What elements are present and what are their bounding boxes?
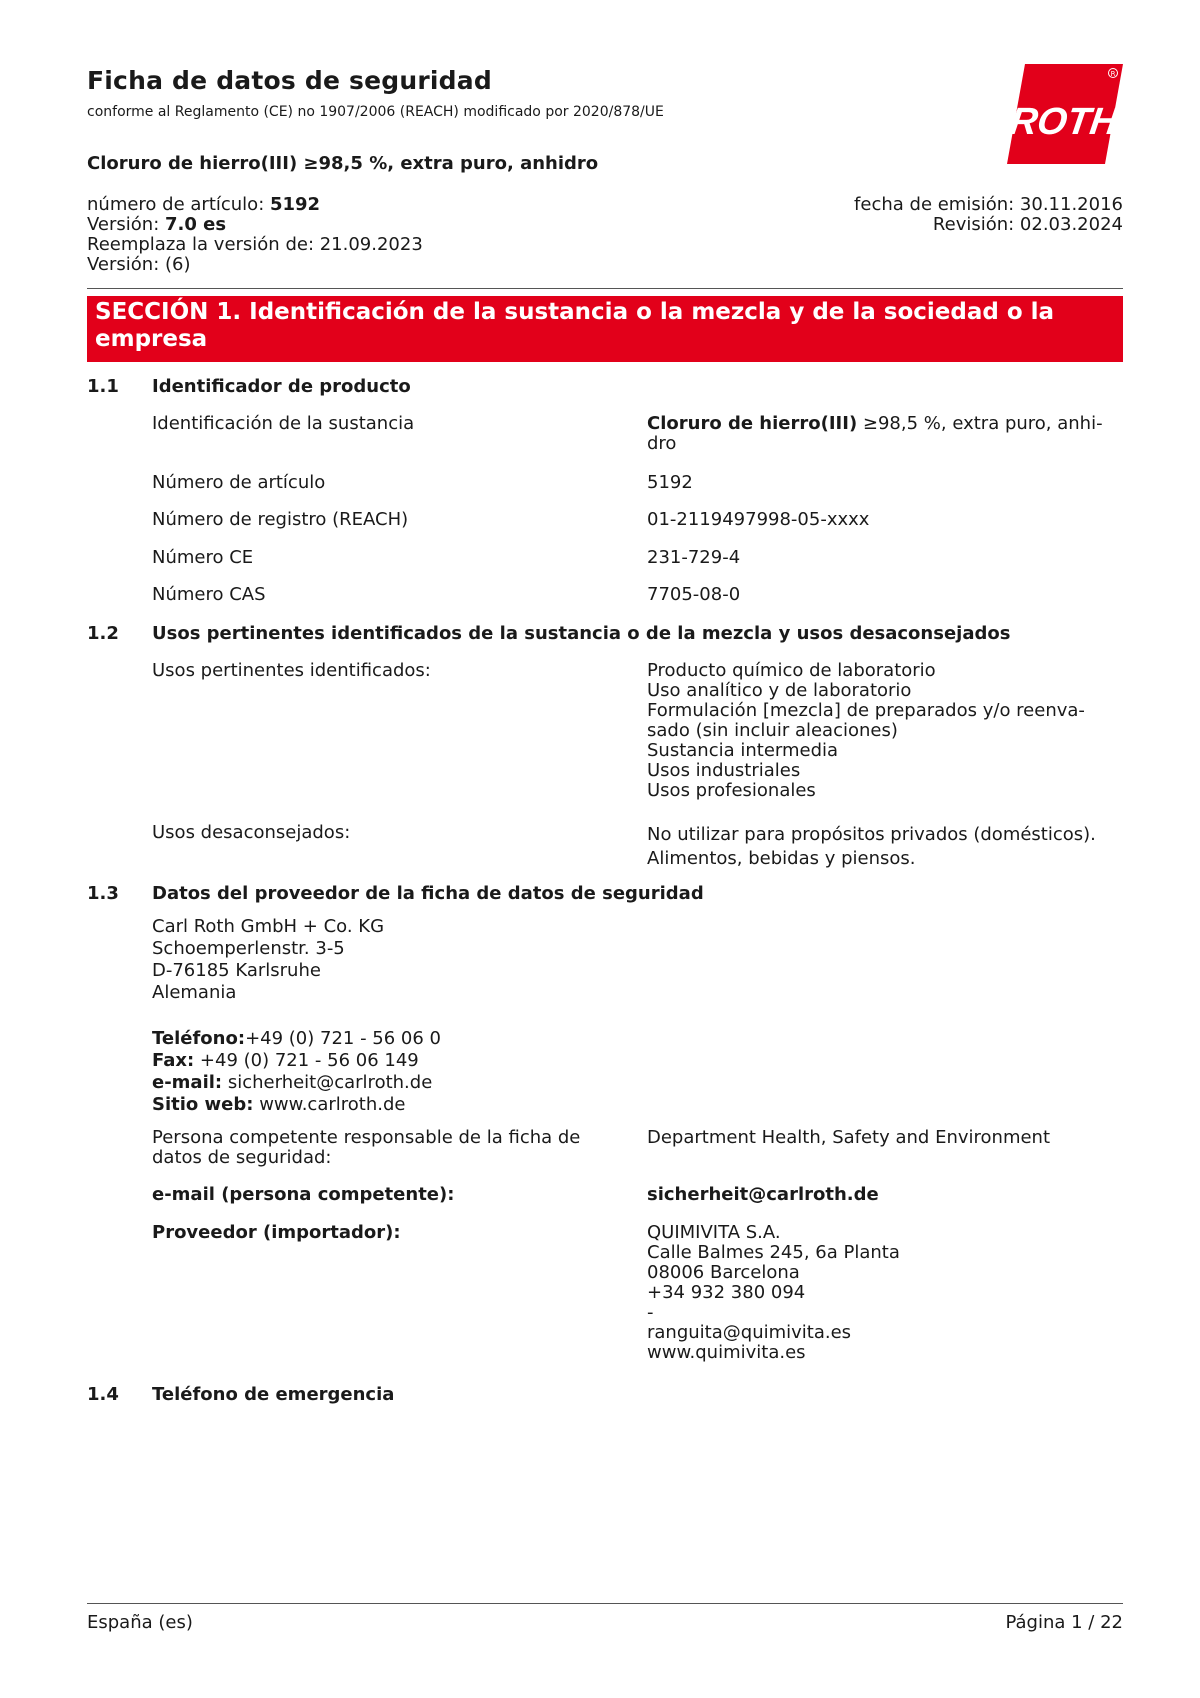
phone-line: Teléfono:+49 (0) 721 - 56 06 0 <box>152 1028 441 1049</box>
list-item: Usos industriales <box>647 760 801 781</box>
list-item: Uso analítico y de laboratorio <box>647 680 912 701</box>
uses-advised-against-list <box>647 823 1127 871</box>
svg-text:R: R <box>1110 70 1116 78</box>
version-count: Versión: (6) <box>87 254 191 275</box>
competent-person-label: Persona competente responsable de la ficha de datos de seguridad: <box>152 1127 581 1168</box>
issue-date: fecha de emisión: 30.11.2016 <box>854 194 1123 215</box>
ec-number-label: Número CE <box>152 547 254 568</box>
roth-logo-icon <box>1007 64 1123 164</box>
document-page <box>87 0 1123 1698</box>
list-item: Producto químico de laboratorio <box>647 660 936 681</box>
supplier-contact <box>152 1028 441 1116</box>
logo-text: ROTH <box>1007 100 1121 143</box>
revision-date: Revisión: 02.03.2024 <box>932 214 1123 235</box>
subsection-1-3-heading: 1.3 Datos del proveedor de la ficha de datos de seguridad <box>87 883 704 904</box>
identified-uses-list <box>647 661 1127 801</box>
replaces-version: Reemplaza la versión de: 21.09.2023 <box>87 234 423 255</box>
page-number: Página 1 / 22 <box>1005 1612 1123 1633</box>
footer-divider <box>87 1603 1123 1604</box>
uses-advised-against-label: Usos desaconsejados: <box>152 822 351 843</box>
subsection-1-1-heading: 1.1 Identificador de producto <box>87 376 411 397</box>
email-line: e-mail: sicherheit@carlroth.de <box>152 1072 433 1093</box>
list-item: No utilizar para propósitos privados (domésticos). <box>647 824 1096 845</box>
document-meta-left <box>87 195 423 275</box>
list-item: sado (sin incluir aleaciones) <box>647 720 898 741</box>
article-number-value: 5192 <box>647 472 693 493</box>
list-item: Alimentos, bebidas y piensos. <box>647 848 916 869</box>
importer-label: Proveedor (importador): <box>152 1222 401 1243</box>
competent-email-value[interactable]: sicherheit@carlroth.de <box>647 1184 879 1205</box>
article-number: número de artículo: 5192 <box>87 194 321 215</box>
ec-number-value: 231-729-4 <box>647 547 741 568</box>
reach-number-label: Número de registro (REACH) <box>152 509 409 530</box>
cas-number-label: Número CAS <box>152 584 266 605</box>
regulation-subtitle: conforme al Reglamento (CE) no 1907/2006 (REACH) modificado por 2020/878/UE <box>87 104 664 120</box>
footer-country: España (es) <box>87 1612 193 1633</box>
competent-email-label: e-mail (persona competente): <box>152 1184 455 1205</box>
cas-number-value: 7705-08-0 <box>647 584 741 605</box>
importer-website[interactable]: www.quimivita.es <box>647 1342 806 1363</box>
reach-number-value: 01-2119497998-05-xxxx <box>647 509 870 530</box>
web-link[interactable]: www.carlroth.de <box>253 1094 406 1115</box>
article-number-label: Número de artículo <box>152 472 326 493</box>
identified-uses-label: Usos pertinentes identificados: <box>152 660 431 681</box>
web-line: Sitio web: www.carlroth.de <box>152 1094 406 1115</box>
document-meta-right <box>854 195 1123 235</box>
subsection-1-2-heading: 1.2 Usos pertinentes identificados de la sustancia o de la mezcla y usos desaconsejados <box>87 623 1011 644</box>
list-item: Usos profesionales <box>647 780 816 801</box>
list-item: Formulación [mezcla] de preparados y/o reenva- <box>647 700 1085 721</box>
document-title: Ficha de datos de seguridad <box>87 66 492 95</box>
competent-person-value: Department Health, Safety and Environment <box>647 1127 1051 1148</box>
importer-email[interactable]: ranguita@quimivita.es <box>647 1322 852 1343</box>
fax-line: Fax: +49 (0) 721 - 56 06 149 <box>152 1050 419 1071</box>
list-item: Sustancia intermedia <box>647 740 839 761</box>
supplier-address: Carl Roth GmbH + Co. KG Schoemperlenstr. 3-5 D-76185 Karlsruhe Alemania <box>152 916 385 1003</box>
section-1-banner: SECCIÓN 1. Identificación de la sustancia o la mezcla y de la sociedad o la empresa <box>87 296 1123 362</box>
email-link[interactable]: sicherheit@carlroth.de <box>222 1072 433 1093</box>
substance-id-label: Identificación de la sustancia <box>152 413 415 434</box>
version: Versión: 7.0 es <box>87 214 227 235</box>
importer-details: QUIMIVITA S.A. Calle Balmes 245, 6a Planta 08006 Barcelona +34 932 380 094 - ranguita@quimivita.es www.quimivita.es <box>647 1223 1127 1363</box>
product-name: Cloruro de hierro(III) ≥98,5 %, extra puro, anhidro <box>87 153 599 174</box>
header-divider <box>87 288 1123 289</box>
subsection-1-4-heading: 1.4 Teléfono de emergencia <box>87 1384 395 1405</box>
substance-id-value: Cloruro de hierro(III) ≥98,5 %, extra puro, anhi- dro <box>647 413 1103 454</box>
